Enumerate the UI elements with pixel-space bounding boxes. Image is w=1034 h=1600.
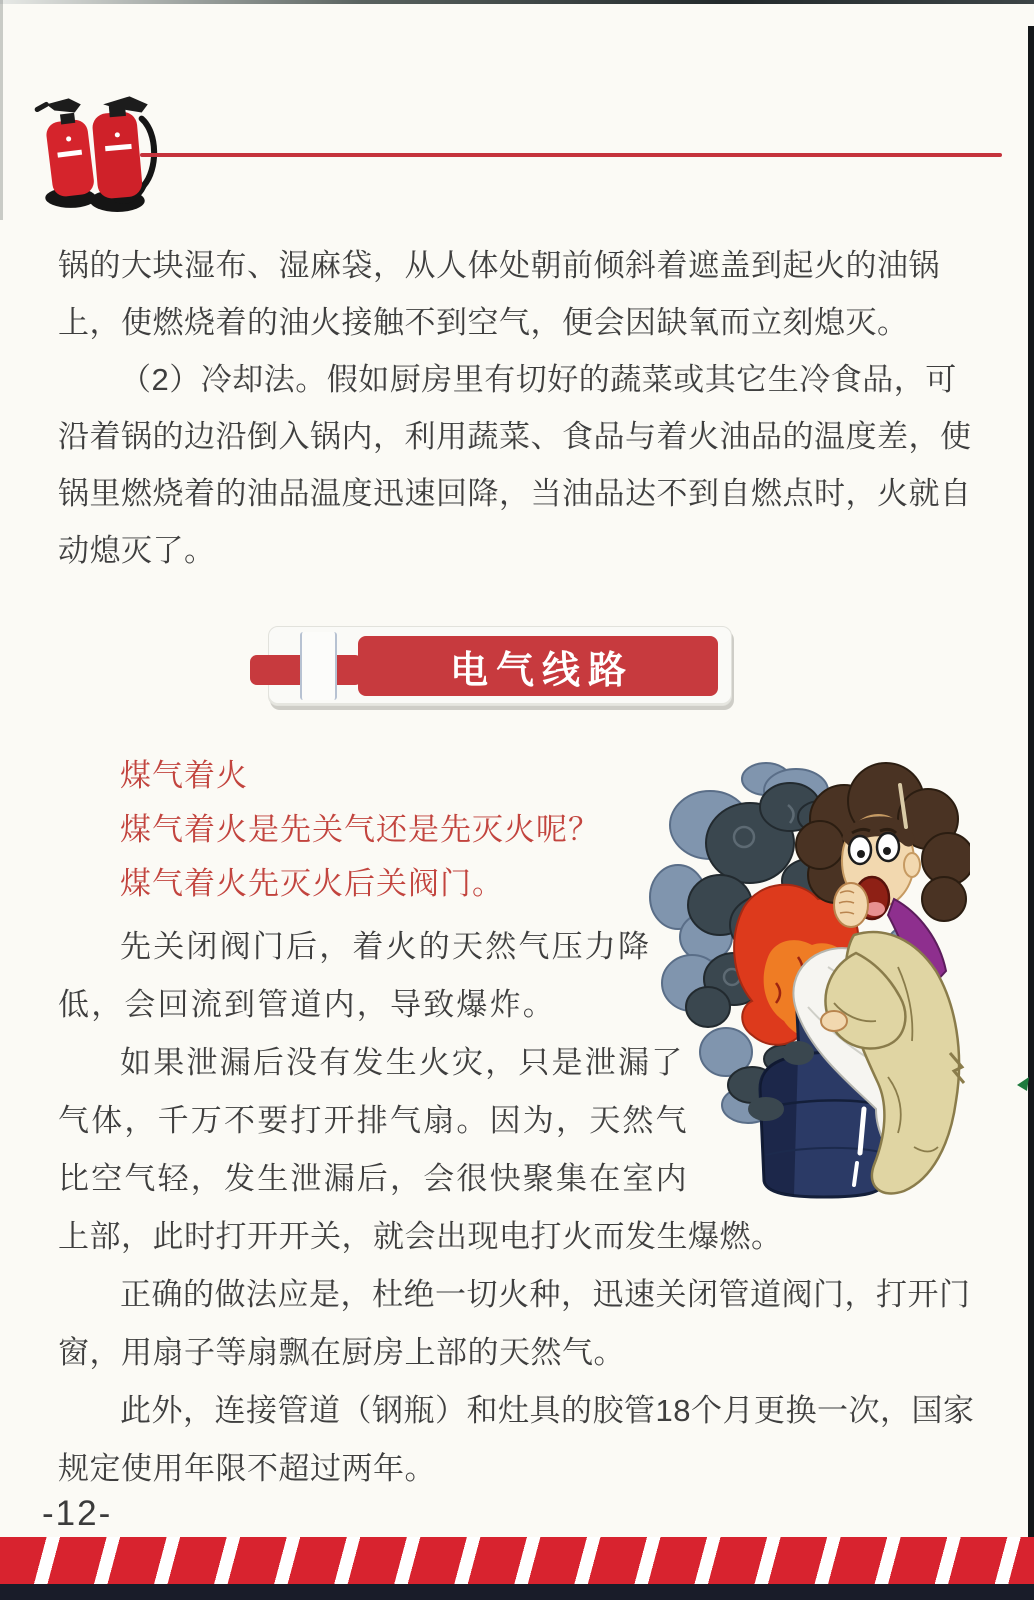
section-banner-bar: [358, 636, 718, 696]
text-line: 窗，用扇子等扇飘在厨房上部的天然气。: [58, 1335, 625, 1370]
text-line: 锅里燃烧着的油品温度迅速回降，当油品达不到自燃点时，火就自: [58, 476, 972, 511]
header-rule: [140, 153, 1002, 157]
fire-extinguishers-icon: [28, 74, 160, 216]
text-line: 比空气轻，发生泄漏后，会很快聚集在室内: [58, 1161, 689, 1196]
text-line: 低，会回流到管道内，导致爆炸。: [58, 987, 556, 1022]
heading-line: 煤气着火是先关气还是先灭火呢？: [120, 812, 600, 847]
scan-edge-right: [1028, 26, 1034, 1600]
heading-line: 煤气着火先灭火后关阀门。: [120, 866, 504, 901]
text-line: 此外，连接管道（钢瓶）和灶具的胶管18个月更换一次，国家: [120, 1393, 975, 1428]
gas-fire-illustration: [648, 756, 970, 1200]
text-line: 规定使用年限不超过两年。: [58, 1451, 436, 1486]
kitchen-paragraph: [58, 237, 972, 579]
heading-line: 煤气着火: [120, 758, 248, 793]
section-banner-clip: [300, 632, 337, 700]
text-line: （2）冷却法。假如厨房里有切好的蔬菜或其它生冷食品，可: [120, 362, 957, 397]
scan-speck-green: [1016, 1076, 1030, 1092]
text-line: 上，使燃烧着的油火接触不到空气，便会因缺氧而立刻熄灭。: [58, 305, 909, 340]
text-line: 正确的做法应是，杜绝一切火种，迅速关闭管道阀门，打开门: [120, 1277, 971, 1312]
page-number: -12-: [42, 1494, 113, 1533]
text-line: 气体，千万不要打开排气扇。因为，天然气: [58, 1103, 689, 1138]
text-line: 如果泄漏后没有发生火灾，只是泄漏了: [120, 1045, 685, 1080]
text-line: 锅的大块湿布、湿麻袋，从人体处朝前倾斜着遮盖到起火的油锅: [58, 248, 940, 283]
scan-edge-bottom: [0, 1584, 1034, 1600]
text-line: 先关闭阀门后，着火的天然气压力降: [120, 929, 652, 964]
text-line: 沿着锅的边沿倒入锅内，利用蔬菜、食品与着火油品的温度差，使: [58, 419, 972, 454]
text-line: 动熄灭了。: [58, 533, 216, 568]
scan-edge-left: [0, 0, 3, 220]
footer-stripes: [0, 1537, 1034, 1586]
scan-edge-top: [0, 0, 1034, 4]
section-banner-label: 电气线路: [449, 649, 634, 692]
text-line: 上部，此时打开开关，就会出现电打火而发生爆燃。: [58, 1219, 783, 1254]
